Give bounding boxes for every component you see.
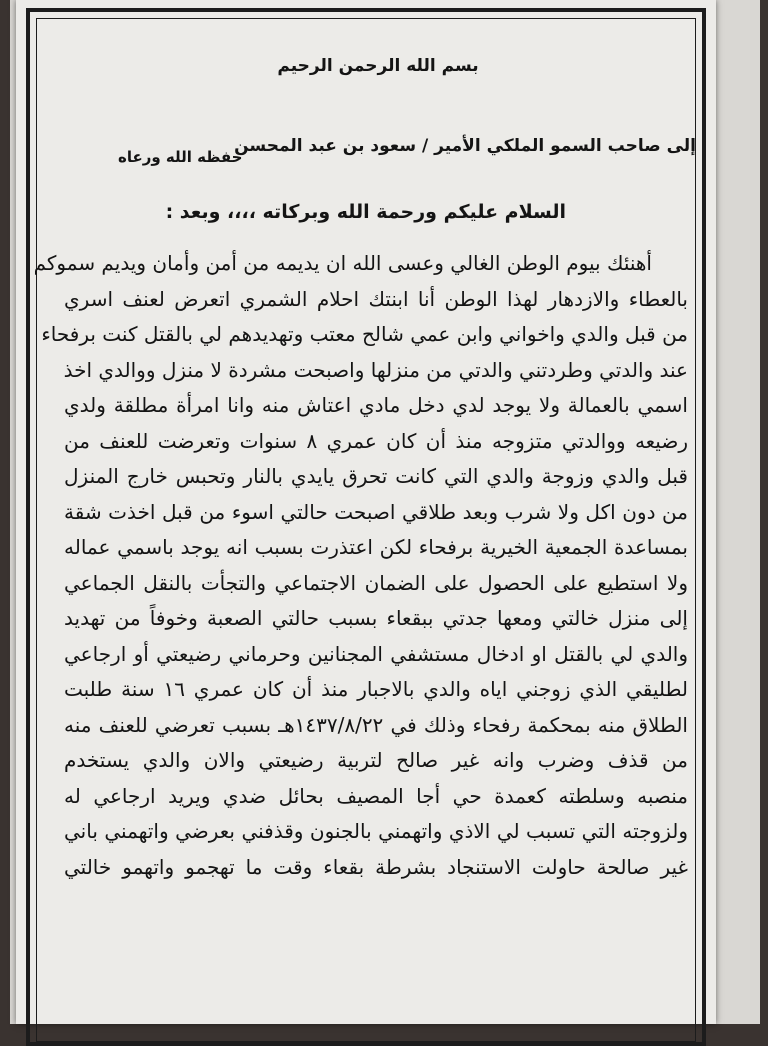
letter-body (33, 246, 696, 885)
body-line: من قبل والدي واخواني وابن عمي شالح معتب وتهديدهم لي بالقتل كنت برفحاء (41, 322, 688, 346)
greeting: السلام عليكم ورحمة الله وبركاته ،،،، وبعد : (165, 201, 566, 223)
body-line: قبل والدي وزوجة والدي التي كانت تحرق يايدي بالنار وتحبس خارج المنزل (64, 464, 688, 488)
body-line: من دون اكل ولا شرب وبعد طلاقي اصبحت حالتي اسوء من قبل اخذت شقة (64, 499, 688, 524)
body-line: والدي لي بالقتل او ادخال مستشفي المجنانين وحرماني رضيعتي أو ارجاعي (64, 641, 688, 666)
body-line: عند والدتي وطردتني والدتي من منزلها واصبحت مشردة لا منزل ووالدي اخذ (63, 357, 688, 382)
honorific: حفظه الله ورعاه (118, 148, 243, 166)
letter (33, 46, 696, 885)
paper-sheet (16, 0, 716, 1024)
body-line: بمساعدة الجمعية الخيرية برفحاء لكن اعتذرت بسبب انه يوجد باسمي عماله (64, 535, 688, 559)
body-line: رضيعه ووالدتي متزوجه منذ أن كان عمري ٨ سنوات وتعرضت للعنف من (64, 428, 688, 453)
body-line: ولا استطيع على الحصول على الضمان الاجتماعي والتجأت بالنقل الجماعي (64, 570, 688, 595)
body-line: لطليقي الذي زوجني اياه والدي بالاجبار منذ أن كان عمري ١٦ سنة طلبت (64, 677, 688, 701)
body-line: ولزوجته التي تسبب لي الاذي واتهمني بالجنون وقذفني بعرضي واتهمني باني (64, 819, 688, 843)
body-line: إلى منزل خالتي ومعها جدتي ببقعاء بسبب حالتي الصعبة وخوفاً من تهديد (64, 606, 688, 630)
body-line: بالعطاء والازدهار لهذا الوطن أنا ابنتك احلام الشمري اتعرض لعنف اسري (64, 286, 688, 311)
body-line: أهنئك بيوم الوطن الغالي وعسى الله ان يديمه من أمن وأمان ويديم سموكم (33, 251, 652, 275)
body-line: من قذف وضرب وانه غير صالح لتربية رضيعتي والان والدي يستخدم (64, 748, 688, 772)
body-line: اسمي بالعمالة ولا يوجد لدي دخل مادي اعتاش منه وانا امرأة مطلقة ولدي (64, 393, 688, 417)
body-line: منصبه وسلطته كعمدة حي أجا المصيف بحائل ضدي ويريد ارجاعي له (64, 783, 688, 808)
body-line: غير صالحة حاولت الاستنجاد بشرطة بقعاء وقت ما تهجمو واتهمو خالتي (64, 854, 688, 879)
basmala: بسم الله الرحمن الرحيم (277, 56, 479, 76)
address-line (60, 130, 696, 170)
body-line: الطلاق منه بمحكمة رفحاء وذلك في ١٤٣٧/٨/٢٢هـ بسبب تعرضي للعنف منه (64, 712, 688, 737)
recipient: إلى صاحب السمو الملكي الأمير / سعود بن عبد المحسن (234, 136, 696, 156)
